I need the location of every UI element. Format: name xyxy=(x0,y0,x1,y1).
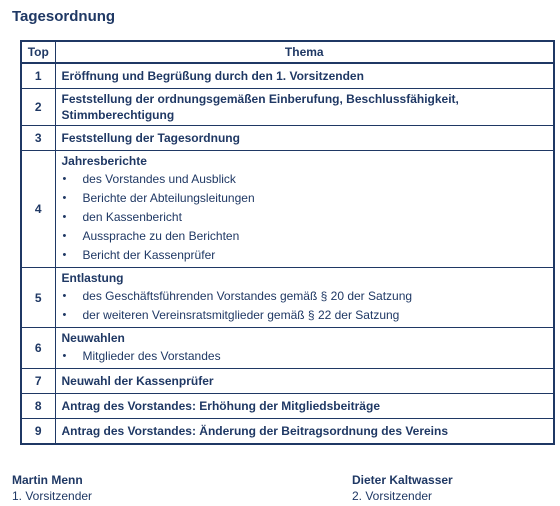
row-topic xyxy=(55,151,554,268)
table-row xyxy=(21,394,554,419)
row-topic xyxy=(55,369,554,394)
list-item xyxy=(62,170,548,189)
signature-name: Dieter Kaltwasser xyxy=(352,473,453,487)
row-topic xyxy=(55,268,554,328)
bullet-icon: • xyxy=(62,192,67,204)
row-number: 6 xyxy=(21,328,55,369)
bullet-icon: • xyxy=(62,309,67,321)
list-item-text: des Geschäftsführenden Vorstandes gemäß § 20 der Satzung xyxy=(82,289,413,303)
list-item-text: Berichte der Abteilungsleitungen xyxy=(82,191,255,205)
subitem-list xyxy=(62,287,548,325)
signature-role: 2. Vorsitzender xyxy=(352,489,433,503)
column-header-top: Top xyxy=(21,41,55,63)
table-row xyxy=(21,328,554,369)
topic-title: Feststellung der Tagesordnung xyxy=(61,131,240,145)
list-item-text: Bericht der Kassenprüfer xyxy=(82,248,216,262)
list-item-text: der weiteren Vereinsratsmitglieder gemäß § 22 der Satzung xyxy=(82,308,400,322)
row-number: 2 xyxy=(21,89,55,126)
table-header-row xyxy=(21,41,554,63)
row-topic xyxy=(55,394,554,419)
table-row xyxy=(21,369,554,394)
list-item xyxy=(62,189,548,208)
subitem-list xyxy=(62,347,548,366)
row-topic xyxy=(55,419,554,445)
bullet-icon: • xyxy=(62,290,67,302)
list-item-text: Mitglieder des Vorstandes xyxy=(82,349,221,363)
list-item xyxy=(62,287,548,306)
agenda-table xyxy=(20,40,555,445)
row-topic xyxy=(55,63,554,89)
row-topic xyxy=(55,328,554,369)
row-topic xyxy=(55,89,554,126)
table-row xyxy=(21,63,554,89)
list-item-text: Aussprache zu den Berichten xyxy=(82,229,240,243)
topic-title: Eröffnung und Begrüßung durch den 1. Vorsitzenden xyxy=(61,69,364,83)
table-row xyxy=(21,126,554,151)
topic-title: Neuwahlen xyxy=(61,331,125,345)
topic-title: Antrag des Vorstandes: Erhöhung der Mitgliedsbeiträge xyxy=(61,399,380,413)
topic-title: Neuwahl der Kassenprüfer xyxy=(61,374,214,388)
bullet-icon: • xyxy=(62,211,67,223)
list-item xyxy=(62,306,548,325)
topic-title: Feststellung der ordnungsgemäßen Einberufung, Beschlussfähigkeit, Stimmberechtigung xyxy=(61,92,459,122)
table-row xyxy=(21,151,554,268)
list-item-text: des Vorstandes und Ausblick xyxy=(82,172,236,186)
list-item-text: den Kassenbericht xyxy=(82,210,182,224)
bullet-icon: • xyxy=(62,173,67,185)
subitem-list xyxy=(62,170,548,265)
list-item xyxy=(62,246,548,265)
topic-title: Jahresberichte xyxy=(61,154,147,168)
row-number: 4 xyxy=(21,151,55,268)
row-number: 3 xyxy=(21,126,55,151)
table-row xyxy=(21,89,554,126)
table-row xyxy=(21,268,554,328)
row-number: 5 xyxy=(21,268,55,328)
topic-title: Entlastung xyxy=(61,271,124,285)
list-item xyxy=(62,347,548,366)
row-number: 9 xyxy=(21,419,55,445)
row-topic xyxy=(55,126,554,151)
row-number: 7 xyxy=(21,369,55,394)
list-item xyxy=(62,227,548,246)
signature-block-right xyxy=(352,472,453,504)
signature-block-left xyxy=(12,472,92,504)
page-title: Tagesordnung xyxy=(12,8,116,25)
table-row xyxy=(21,419,554,445)
signature-role: 1. Vorsitzender xyxy=(12,489,93,503)
list-item xyxy=(62,208,548,227)
row-number: 1 xyxy=(21,63,55,89)
row-number: 8 xyxy=(21,394,55,419)
bullet-icon: • xyxy=(62,350,67,362)
signature-name: Martin Menn xyxy=(12,473,83,487)
topic-title: Antrag des Vorstandes: Änderung der Beitragsordnung des Vereins xyxy=(61,424,449,438)
bullet-icon: • xyxy=(62,230,67,242)
column-header-thema: Thema xyxy=(55,41,554,63)
bullet-icon: • xyxy=(62,249,67,261)
